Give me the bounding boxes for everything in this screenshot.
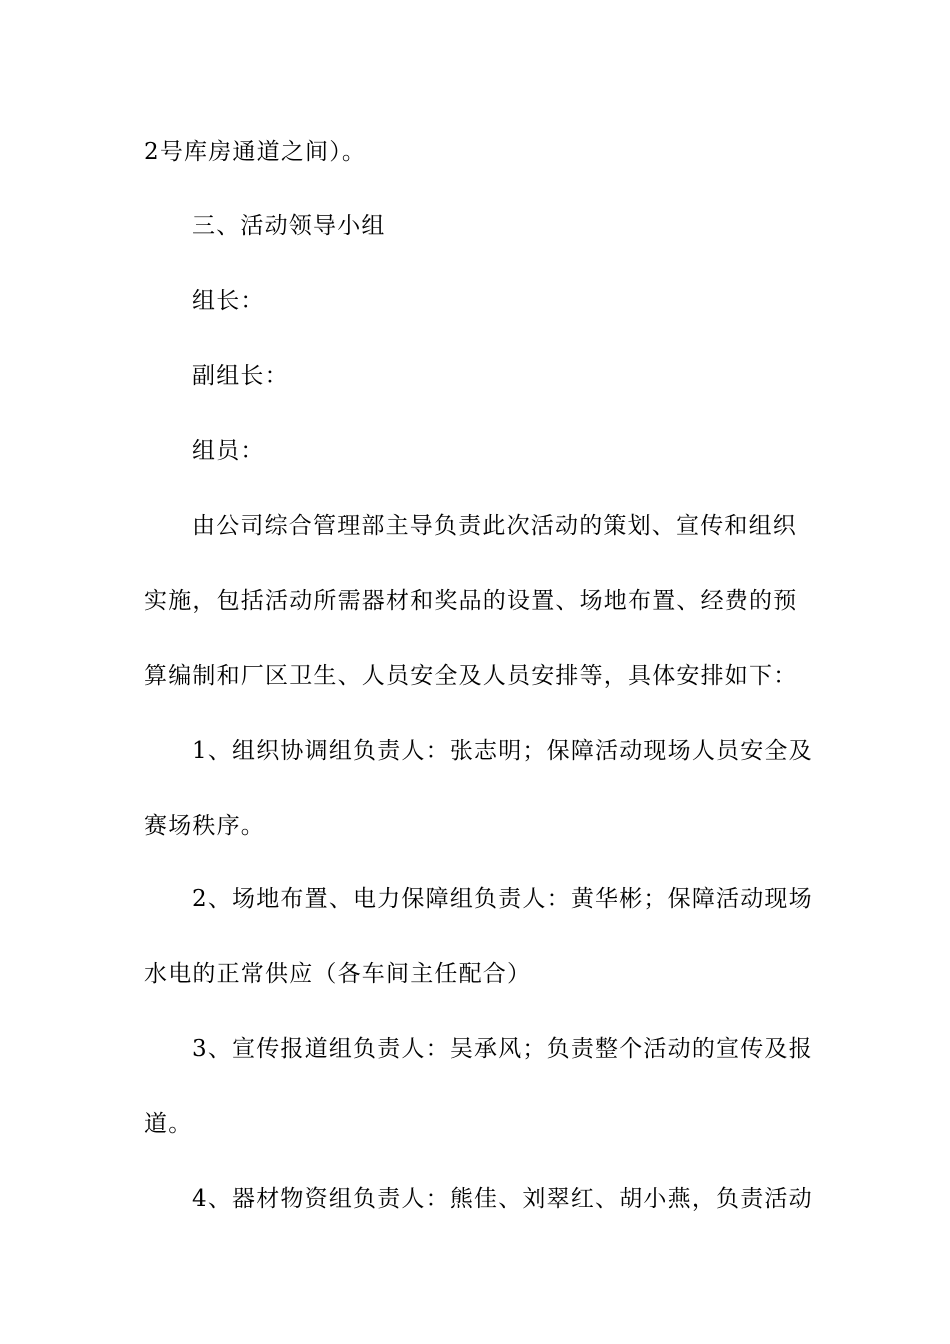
paragraph-line: 2、场地布置、电力保障组负责人：黄华彬；保障活动现场 <box>192 886 813 912</box>
text-line: 2号库房通道之间）。 <box>144 139 367 165</box>
paragraph-line: 4、器材物资组负责人：熊佳、刘翠红、胡小燕，负责活动 <box>192 1186 813 1212</box>
section-heading: 三、活动领导小组 <box>192 213 386 239</box>
paragraph-line: 实施，包括活动所需器材和奖品的设置、场地布置、经费的预 <box>144 588 798 614</box>
text-line: 副组长： <box>192 363 289 389</box>
text-line: 组长： <box>192 288 265 314</box>
paragraph-line: 1、组织协调组负责人：张志明；保障活动现场人员安全及 <box>192 738 813 764</box>
paragraph-line: 赛场秩序。 <box>144 813 265 839</box>
text-line: 组员： <box>192 438 265 464</box>
paragraph-line: 水电的正常供应（各车间主任配合） <box>144 961 532 987</box>
paragraph-line: 道。 <box>144 1111 193 1137</box>
paragraph-line: 3、宣传报道组负责人：吴承风；负责整个活动的宣传及报 <box>192 1036 813 1062</box>
paragraph-line: 算编制和厂区卫生、人员安全及人员安排等，具体安排如下： <box>144 663 798 689</box>
paragraph-line: 由公司综合管理部主导负责此次活动的策划、宣传和组织 <box>192 513 797 539</box>
